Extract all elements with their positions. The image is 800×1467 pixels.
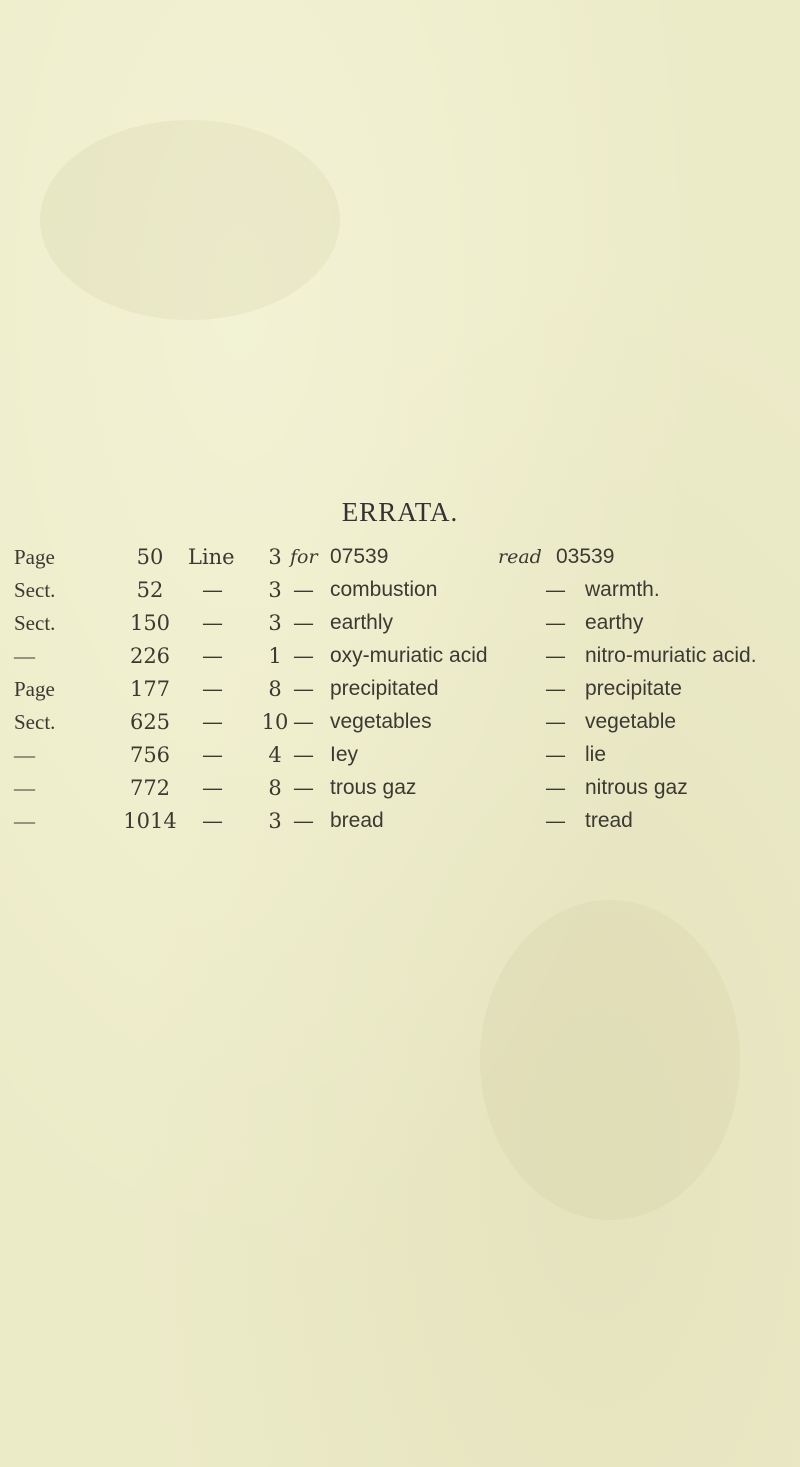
separator-dash: — bbox=[545, 578, 566, 602]
section-number: 226 bbox=[129, 644, 171, 668]
separator-dash: — bbox=[545, 611, 566, 635]
row-label: Sect. bbox=[14, 710, 56, 734]
row-label: — bbox=[14, 809, 35, 833]
separator-dash: — bbox=[545, 644, 566, 668]
separator-dash: — bbox=[202, 611, 223, 635]
section-number: 1014 bbox=[123, 809, 177, 833]
separator-dash: — bbox=[202, 644, 223, 668]
section-number: 772 bbox=[129, 776, 171, 800]
wrong-text: trous gaz bbox=[330, 776, 417, 799]
errata-row bbox=[0, 578, 800, 611]
separator-dash: — bbox=[545, 776, 566, 800]
errata-row bbox=[0, 809, 800, 842]
section-number: 625 bbox=[129, 710, 171, 734]
line-number: 3 bbox=[268, 545, 282, 569]
separator-dash: — bbox=[202, 677, 223, 701]
separator-dash: — bbox=[293, 644, 314, 668]
row-label: — bbox=[14, 776, 35, 800]
paper-stain bbox=[40, 120, 340, 320]
separator-dash: — bbox=[293, 743, 314, 767]
separator-dash: — bbox=[293, 710, 314, 734]
correct-text: vegetable bbox=[585, 710, 677, 733]
separator-dash: — bbox=[545, 809, 566, 833]
page-label: Page bbox=[14, 545, 55, 569]
errata-header-row bbox=[0, 545, 800, 578]
line-number: 3 bbox=[268, 578, 282, 602]
wrong-text: earthly bbox=[330, 611, 394, 634]
errata-row bbox=[0, 644, 800, 677]
separator-dash: — bbox=[293, 776, 314, 800]
line-number: 4 bbox=[268, 743, 282, 767]
page-number: 50 bbox=[136, 545, 164, 569]
for-word: for bbox=[290, 546, 318, 568]
errata-table bbox=[0, 545, 800, 842]
paper-stain bbox=[480, 900, 740, 1220]
separator-dash: — bbox=[202, 743, 223, 767]
section-number: 52 bbox=[136, 578, 164, 602]
line-number: 8 bbox=[268, 776, 282, 800]
errata-row bbox=[0, 611, 800, 644]
wrong-text: combustion bbox=[330, 578, 438, 601]
row-label: — bbox=[14, 644, 35, 668]
line-number: 1 bbox=[268, 644, 282, 668]
section-number: 150 bbox=[129, 611, 171, 635]
separator-dash: — bbox=[293, 809, 314, 833]
separator-dash: — bbox=[202, 776, 223, 800]
errata-title: ERRATA. bbox=[341, 497, 459, 527]
separator-dash: — bbox=[202, 578, 223, 602]
separator-dash: — bbox=[545, 710, 566, 734]
separator-dash: — bbox=[293, 611, 314, 635]
correct-text: nitro-muriatic acid. bbox=[585, 644, 757, 667]
line-number: 8 bbox=[268, 677, 282, 701]
correct-text: warmth. bbox=[585, 578, 660, 601]
wrong-text: oxy-muriatic acid bbox=[330, 644, 488, 667]
line-number: 3 bbox=[268, 611, 282, 635]
separator-dash: — bbox=[202, 809, 223, 833]
wrong-text: vegetables bbox=[330, 710, 432, 733]
separator-dash: — bbox=[293, 578, 314, 602]
read-word: read bbox=[498, 546, 542, 568]
separator-dash: — bbox=[202, 710, 223, 734]
correct-text: lie bbox=[585, 743, 607, 766]
wrong-text: bread bbox=[330, 809, 384, 832]
correct-text: tread bbox=[585, 809, 633, 832]
errata-row bbox=[0, 776, 800, 809]
row-label: Sect. bbox=[14, 611, 56, 635]
correct-text: 03539 bbox=[556, 545, 615, 568]
wrong-text: precipitated bbox=[330, 677, 439, 700]
line-number: 10 bbox=[261, 710, 289, 734]
line-number: 3 bbox=[268, 809, 282, 833]
wrong-text: Iey bbox=[330, 743, 359, 766]
errata-row bbox=[0, 743, 800, 776]
separator-dash: — bbox=[545, 743, 566, 767]
row-label: Sect. bbox=[14, 578, 56, 602]
section-number: 756 bbox=[129, 743, 171, 767]
errata-rows bbox=[0, 578, 800, 842]
separator-dash: — bbox=[545, 677, 566, 701]
line-word: Line bbox=[188, 545, 235, 569]
row-label: — bbox=[14, 743, 35, 767]
errata-row bbox=[0, 677, 800, 710]
correct-text: earthy bbox=[585, 611, 644, 634]
separator-dash: — bbox=[293, 677, 314, 701]
correct-text: nitrous gaz bbox=[585, 776, 688, 799]
errata-row bbox=[0, 710, 800, 743]
wrong-text: 07539 bbox=[330, 545, 389, 568]
row-label: Page bbox=[14, 677, 55, 701]
correct-text: precipitate bbox=[585, 677, 682, 700]
section-number: 177 bbox=[129, 677, 171, 701]
